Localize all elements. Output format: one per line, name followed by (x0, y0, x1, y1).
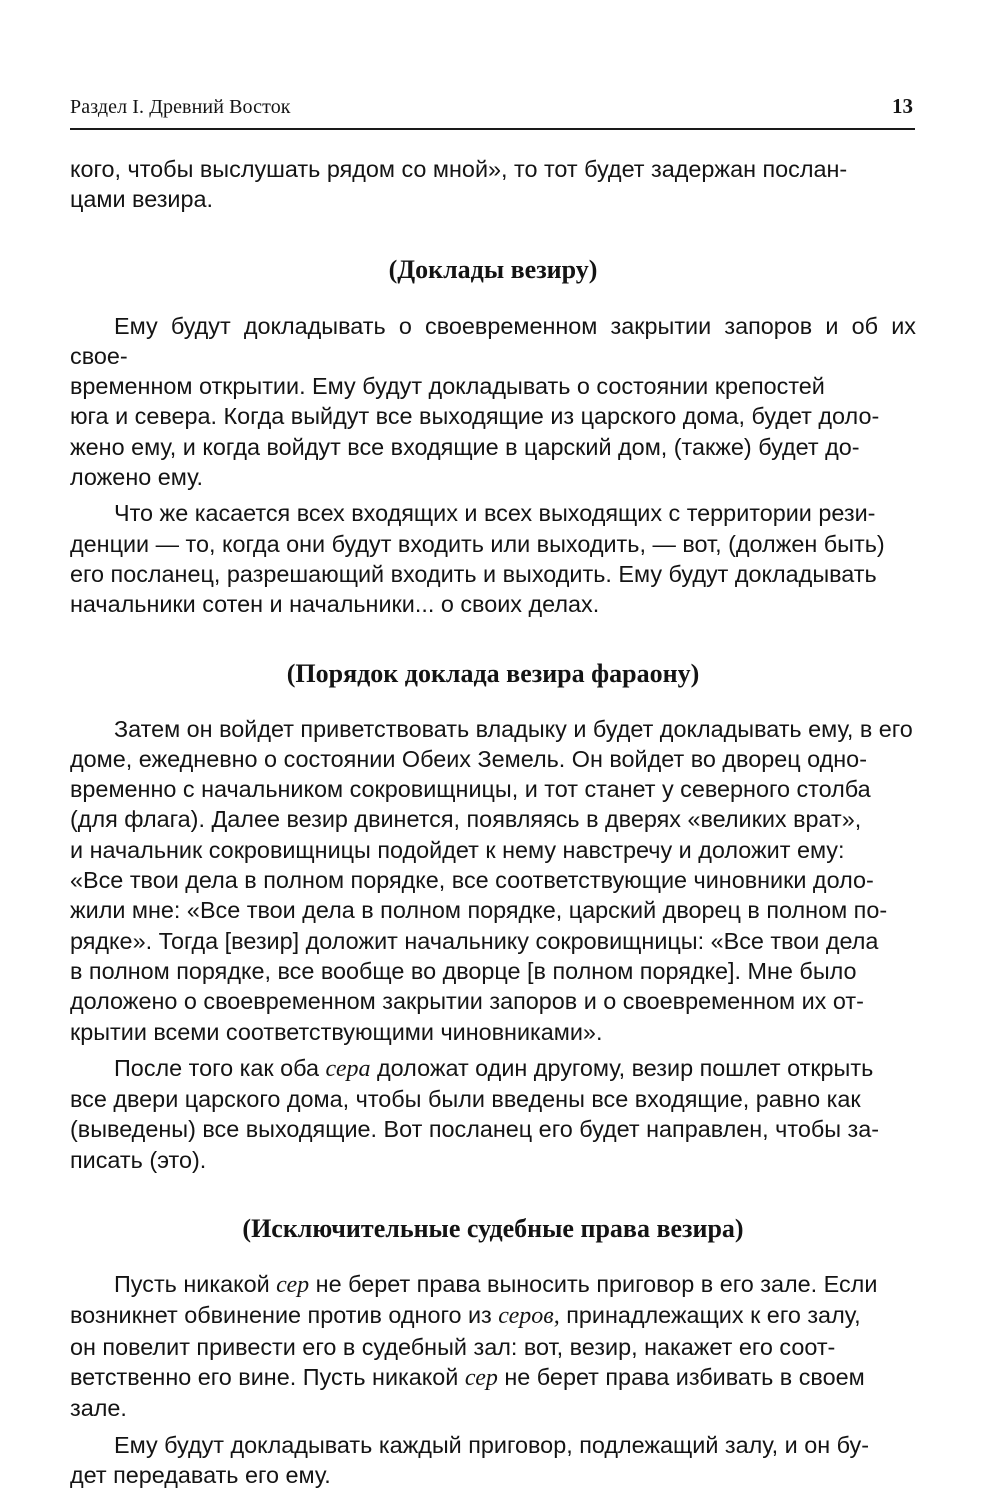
text-line: доме, ежедневно о состоянии Обеих Земель. Он войдет во дворец одно- (70, 745, 867, 772)
text-line: кого, чтобы выслушать рядом со мной», то тот будет задержан послан- (70, 156, 848, 182)
body-text (70, 154, 916, 1490)
paragraph (70, 498, 916, 619)
section-heading-judicial-rights: (Исключительные судебные права везира) (242, 1214, 744, 1244)
text-line: денции — то, когда они будут входить или выходить, — вот, (должен быть) (70, 530, 885, 557)
running-head (70, 94, 915, 130)
text-line: его посланец, разрешающий входить и выходить. Ему будут докладывать (70, 560, 877, 587)
section-heading-report-procedure: (Порядок доклада везира фараону) (286, 658, 700, 688)
text-line: временно с начальником сокровищницы, и тот станет у северного столба (70, 776, 871, 803)
paragraph (70, 311, 916, 493)
text-line: зале. (70, 1395, 127, 1422)
text-line: Затем он войдет приветствовать владыку и будет докладывать ему, в его (114, 715, 913, 742)
text-line: все двери царского дома, чтобы были введены все входящие, равно как (70, 1086, 861, 1113)
text-fragment: доложат один другому, везир пошлет открыть (370, 1054, 874, 1081)
text-line: дет передавать его ему. (70, 1461, 331, 1488)
text-line: он повелит привести его в судебный зал: вот, везир, накажет его соот- (70, 1333, 836, 1360)
text-line: и начальник сокровищницы подойдет к нему навстречу и доложит ему: (70, 836, 845, 863)
text-line: (для флага). Далее везир двинется, появляясь в дверях «великих врат», (70, 806, 862, 833)
text-line: ложено ему. (70, 464, 203, 491)
paragraph (70, 1430, 916, 1491)
intro-paragraph (70, 154, 916, 215)
text-line: Что же касается всех входящих и всех выходящих с территории рези- (114, 500, 876, 527)
text-fragment: Пусть никакой (114, 1271, 277, 1298)
italic-term: сера (325, 1055, 371, 1082)
text-line: временном открытии. Ему будут докладывать о состоянии крепостей (70, 373, 825, 400)
text-line: в полном порядке, все вообще во дворце [в полном порядке]. Мне было (70, 957, 857, 984)
text-fragment: принадлежащих к его залу, (559, 1302, 861, 1329)
text-line: Ему будут докладывать о своевременном закрытии запоров и об их свое- (70, 312, 916, 369)
text-line: крытии всеми соответствующими чиновниками». (70, 1018, 603, 1045)
text-fragment: После того как оба (114, 1054, 326, 1081)
text-line: юга и севера. Когда выйдут все выходящие из царского дома, будет доло- (70, 403, 880, 430)
paragraph (70, 1053, 916, 1175)
text-fragment: возникнет обвинение против одного из (70, 1302, 499, 1329)
italic-term: серов, (498, 1303, 560, 1330)
text-line: Ему будут докладывать каждый приговор, подлежащий залу, и он бу- (114, 1431, 870, 1458)
text-line: доложено о своевременном закрытии запоров и о своевременном их от- (70, 988, 864, 1015)
paragraph (70, 714, 916, 1047)
text-line: начальники сотен и начальники... о своих делах. (70, 591, 600, 618)
text-line: «Все твои дела в полном порядке, все соответствующие чиновники доло- (70, 867, 874, 894)
text-line: жено ему, и когда войдут все входящие в царский дом, (также) будет до- (70, 433, 860, 460)
text-fragment: ветственно его вине. Пусть никакой (70, 1363, 465, 1390)
italic-term: сер (276, 1272, 310, 1299)
text-line: рядке». Тогда [везир] доложит начальнику сокровищницы: «Все твои дела (70, 927, 879, 954)
text-line: цами везира. (70, 186, 214, 213)
text-fragment: не берет права избивать в своем (497, 1363, 865, 1390)
text-line: жили мне: «Все твои дела в полном порядке, царский дворец в полном по- (70, 897, 888, 924)
page-number: 13 (892, 94, 913, 118)
paragraph (70, 1269, 916, 1423)
section-heading-reports-to-vizier: (Доклады везиру) (388, 254, 598, 284)
text-fragment: не берет права выносить приговор в его зале. Если (309, 1271, 878, 1298)
text-line: писать (это). (70, 1146, 207, 1173)
italic-term: сер (464, 1364, 498, 1391)
running-title: Раздел I. Древний Восток (70, 96, 291, 118)
text-line: (выведены) все выходящие. Вот посланец его будет направлен, чтобы за- (70, 1116, 880, 1143)
